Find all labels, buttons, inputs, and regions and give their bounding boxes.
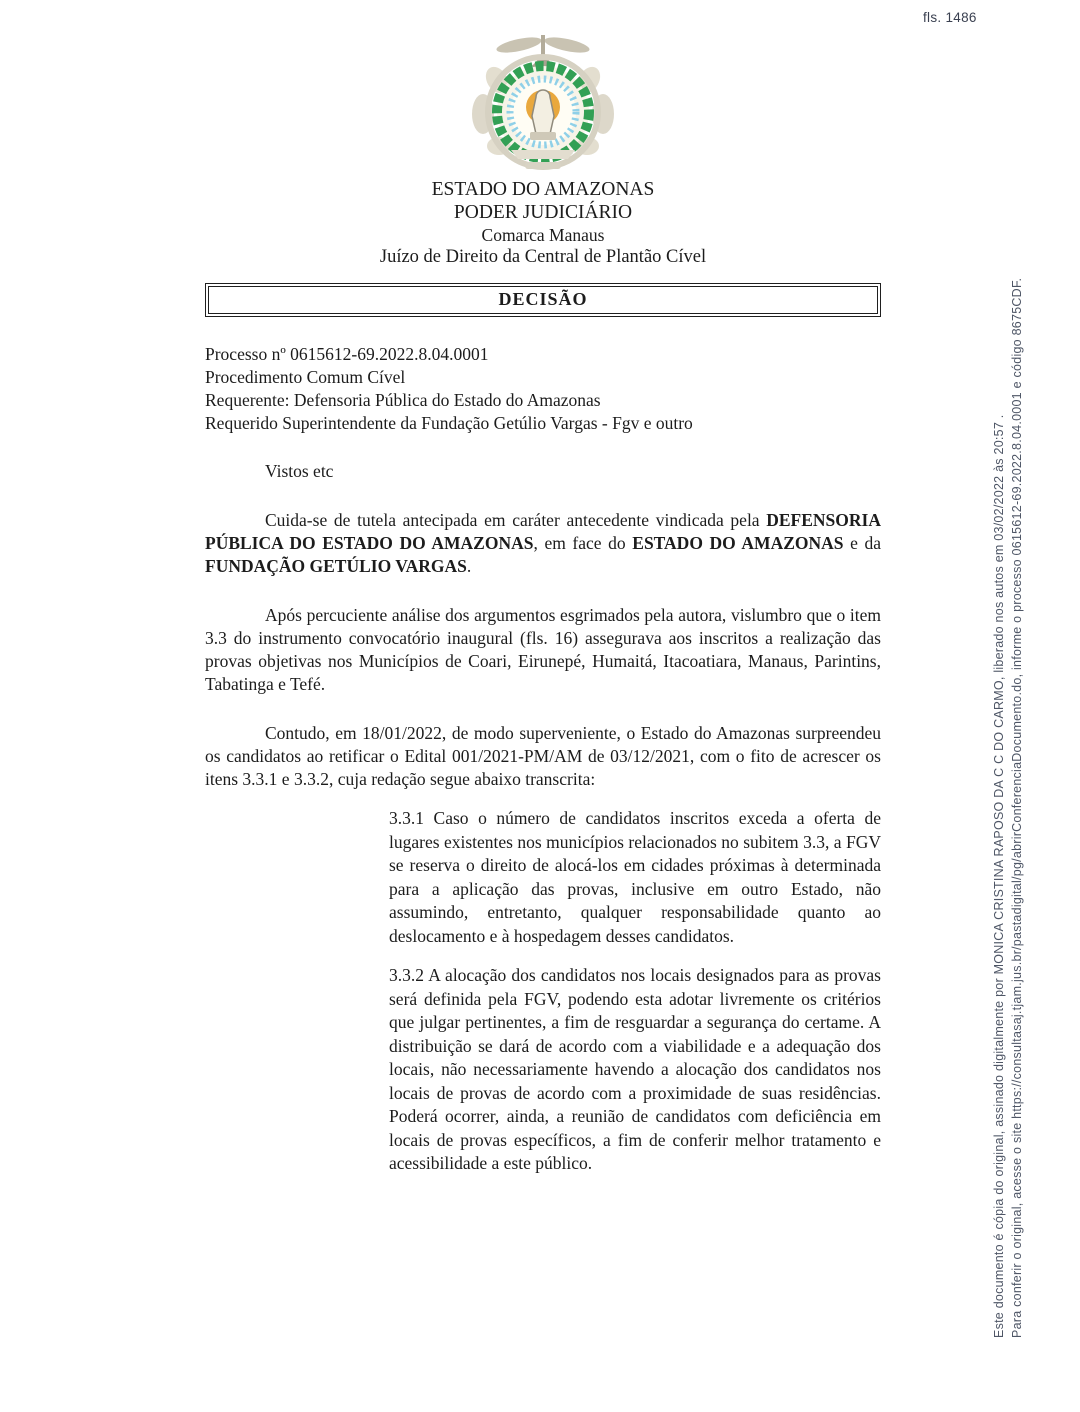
body-paragraph-2: Após percuciente análise dos argumentos esgrimados pela autora, vislumbro que o item 3.3 do instrumento convocatório inaugural (fls. 16) assegurava aos inscritos a realização das provas objetivas nos Municípios de Coari, Eirunepé, Humaitá, Itacoatiara, Manaus, Parintins, Tabatinga e Tefé. — [205, 605, 881, 694]
header-branch-name: PODER JUDICIÁRIO — [453, 202, 633, 223]
decision-title: DECISÃO — [498, 289, 588, 309]
header-state-name: ESTADO DO AMAZONAS — [431, 179, 655, 200]
header-court-name: Juízo de Direito da Central de Plantão Cível — [379, 247, 707, 267]
procedure-type-line: Procedimento Comum Cível — [205, 367, 406, 387]
edital-quote-item-3-3-2: 3.3.2 A alocação dos candidatos nos locais designados para as provas será definida pela FGV, podendo esta adotar livremente os critérios que julgar pertinentes, a fim de resguardar a segurança do certame. A distribuição se dará de acordo com a viabilidade e a adequação dos locais, não necessariamente havendo a alocação dos candidatos nos locais de provas de acordo com a proximidade de suas residências. Poderá ocorrer, ainda, a reunião de candidatos com deficiência em locais de provas específicos, a fim de conferir melhor tratamento e acessibilidade a este público. — [389, 965, 881, 1173]
certification-line-1: Este documento é cópia do original, assinado digitalmente por MONICA CRISTINA RAPOSO DA C C DO CARMO, liberado nos autos em 03/02/2022 às 20:57 . — [992, 414, 1006, 1338]
digital-signature-certification — [991, 138, 1026, 1338]
amazonas-coat-of-arms-icon — [459, 30, 627, 172]
certification-line-2: Para conferir o original, acesse o site https://consultasaj.tjam.jus.br/pastadigital/pg/abrirConferenciaDocumento.do, informe o processo 0615612-69.2022.8.04.0001 e código 8675CDF. — [1009, 277, 1024, 1338]
salutation: Vistos etc — [265, 461, 334, 481]
defendant-line: Requerido Superintendente da Fundação Getúlio Vargas - Fgv e outro — [205, 413, 693, 433]
plaintiff-line: Requerente: Defensoria Pública do Estado do Amazonas — [205, 390, 601, 410]
case-number-line: Processo nº 0615612-69.2022.8.04.0001 — [205, 344, 489, 364]
decision-title-box — [205, 283, 881, 317]
folio-number: fls. 1486 — [923, 10, 977, 25]
header-comarca: Comarca Manaus — [481, 225, 605, 245]
body-paragraph-1: Cuida-se de tutela antecipada em caráter antecedente vindicada pela DEFENSORIA PÚBLICA DO ESTADO DO AMAZONAS, em face do ESTADO DO AMAZONAS e da FUNDAÇÃO GETÚLIO VARGAS. — [205, 510, 881, 576]
edital-quote-item-3-3-1: 3.3.1 Caso o número de candidatos inscritos exceda a oferta de lugares existentes nos municípios relacionados no subitem 3.3, a FGV se reserva o direito de alocá-los em cidades próximas à determinada para a aplicação das provas, inclusive em outro Estado, não assumindo, entretanto, qualquer responsabilidade quanto ao deslocamento e à hospedagem desses candidatos. — [389, 808, 881, 946]
document-body — [205, 30, 881, 1176]
body-paragraph-3: Contudo, em 18/01/2022, de modo superveniente, o Estado do Amazonas surpreendeu os candidatos ao retificar o Edital 001/2021-PM/AM de 03/12/2021, com o fito de acrescer os itens 3.3.1 e 3.3.2, cuja redação segue abaixo transcrita: — [205, 723, 881, 789]
case-info-block — [205, 343, 881, 435]
